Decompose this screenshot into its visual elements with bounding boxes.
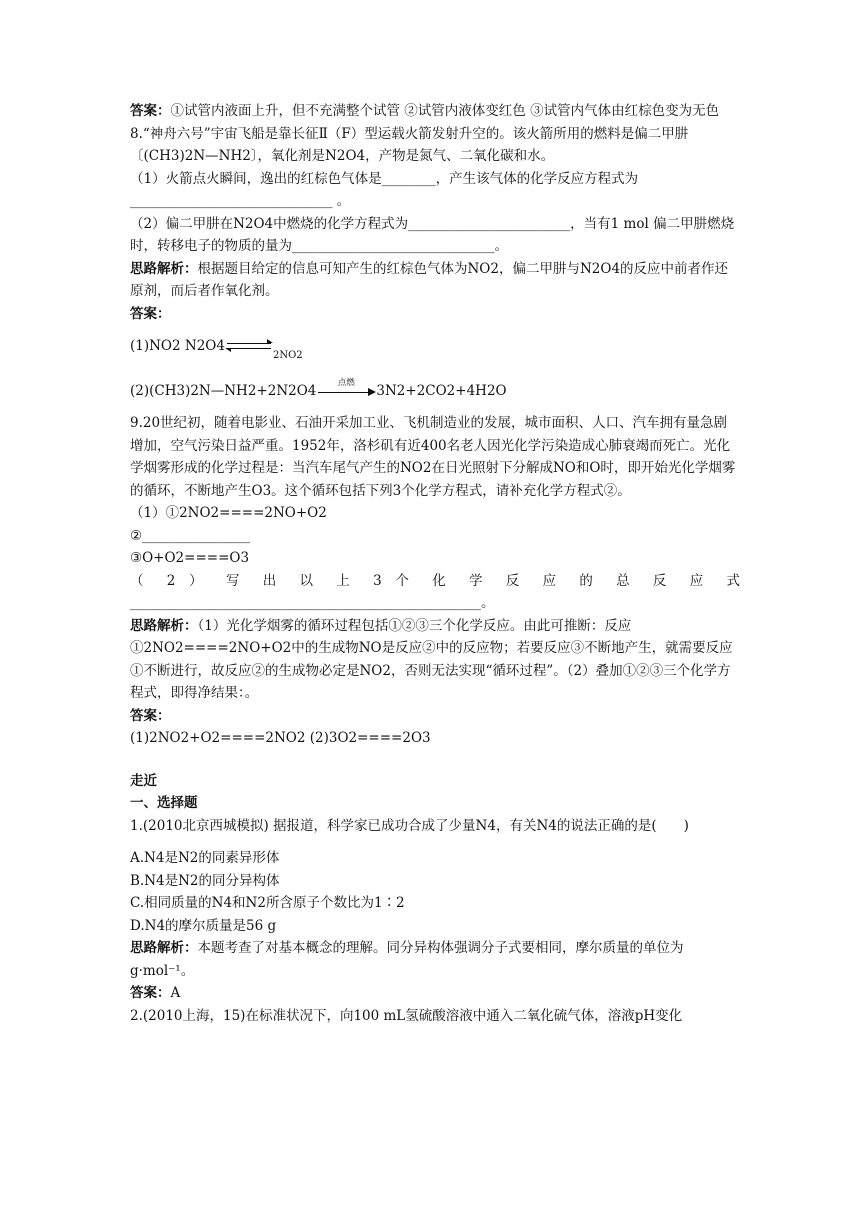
- q8-part2: （2）偏二甲肼在N2O4中燃烧的化学方程式为________________________，当有1 mol 偏二甲肼燃烧时，转移电子的物质的量为______________________________。: [130, 215, 735, 254]
- analysis-label: 思路解析：: [130, 260, 198, 277]
- spacer: [130, 360, 740, 380]
- ans2-left: (2)(CH3)2N—NH2+2N2O4: [130, 382, 317, 399]
- reaction-arrow-icon: [316, 378, 376, 400]
- answer-text: ①试管内液面上升，但不充满整个试管 ②试管内液体变红色 ③试管内气体由红棕色变为无色: [170, 103, 720, 119]
- analysis-text: 本题考查了对基本概念的理解。同分异构体强调分子式要相同，摩尔质量的单位为g·mol⁻¹。: [130, 940, 684, 979]
- q8-part1: （1）火箭点火瞬间，逸出的红棕色气体是________，产生该气体的化学反应方程式为______________________________ 。: [130, 170, 639, 209]
- q9-answer-label: 答案：: [130, 707, 171, 724]
- answer-label: 答案：: [130, 985, 171, 1001]
- mc1-option-c: C.相同质量的N4和N2所含原子个数比为1∶2: [130, 895, 405, 911]
- spacer: [130, 402, 740, 412]
- answer-label: 答案：: [130, 103, 171, 119]
- q9-answer: (1)2NO2+O2====2NO2 (2)3O2====2O3: [130, 730, 431, 746]
- mc1-option-a: A.N4是N2的同素异形体: [130, 850, 280, 866]
- q8-analysis: [130, 258, 740, 303]
- q9-part2: （ 2 ） 写 出 以 上 3 个 化 学 反 应 的 总 反 应 式: [130, 572, 740, 589]
- q8-answer-label: 答案：: [130, 305, 171, 322]
- analysis-label: 思路解析：: [130, 617, 198, 634]
- ans1-product: 2NO2: [272, 350, 303, 361]
- q7-answer: [130, 100, 740, 123]
- mc1-analysis: [130, 937, 740, 982]
- q8-stem: 8.“神舟六号”宇宙飞船是靠长征Ⅱ（F）型运载火箭发射升空的。该火箭所用的燃料是偏二甲肼〔(CH3)2N—NH2〕，氧化剂是N2O4，产物是氮气、二氧化碳和水。: [130, 125, 689, 164]
- document-page: [130, 100, 740, 1027]
- mc1-option-b: B.N4是N2的同分异构体: [130, 872, 280, 889]
- section-subtitle: 一、选择题: [130, 795, 198, 811]
- q9-eq2: ②________________: [130, 527, 251, 544]
- analysis-text: 根据题目给定的信息可知产生的红棕色气体为NO2，偏二甲肼与N2O4的反应中前者作还原剂，而后者作氧化剂。: [130, 260, 729, 299]
- mc1-answer: [130, 982, 740, 1005]
- q9-eq1: （1）①2NO2====2NO+O2: [130, 505, 327, 521]
- ans1-prefix: (1)NO2 N2O4: [130, 338, 225, 354]
- spacer: [130, 325, 740, 335]
- analysis-text: （1）光化学烟雾的循环过程包括①②③三个化学反应。由此可推断：反应①2NO2====2NO+O2中的生成物NO是反应②中的反应物；若要反应③不断地产生，就需要反应①不断进行，故反应②的生成物必定是NO2，否则无法实现“循环过程”。（2）叠加①②③三个化学方程式，即得净结果：。: [130, 617, 733, 701]
- q8-answer-2: [130, 380, 740, 403]
- q9-eq3: ③O+O2====O3: [130, 550, 250, 566]
- mc1-stem: 1.(2010北京西城模拟) 据报道，科学家已成功合成了少量N4，有关N4的说法正确的是( ): [130, 817, 689, 834]
- spacer: [130, 750, 740, 770]
- q9-analysis: [130, 615, 740, 705]
- section-title: 走近: [130, 772, 157, 789]
- mc2-stem: 2.(2010上海，15)在标准状况下，向100 mL氢硫酸溶液中通入二氧化硫气体，溶液pH变化: [130, 1007, 683, 1024]
- spacer: [130, 837, 740, 847]
- mc1-option-d: D.N4的摩尔质量是56 g: [130, 917, 277, 934]
- q8-answer-1: [130, 335, 740, 360]
- ans2-right: 3N2+2CO2+4H2O: [376, 382, 507, 399]
- q9-part2-blank: ____________________________________________________。: [130, 595, 495, 611]
- arrow-condition: 点燃: [337, 378, 355, 388]
- reversible-arrow-icon: [227, 340, 273, 354]
- answer-text: A: [170, 985, 181, 1001]
- q9-stem: 9.20世纪初，随着电影业、石油开采加工业、飞机制造业的发展，城市面积、人口、汽车拥有量急剧增加，空气污染日益严重。1952年，洛杉矶有近400名老人因光化学污染造成心肺衰竭而死亡。光化学烟雾形成的化学过程是：当汽车尾气产生的NO2在日光照射下分解成NO和O时，即开始光化学烟雾的循环，不断地产生O3。这个循环包括下列3个化学方程式，请补充化学方程式②。: [130, 415, 736, 499]
- analysis-label: 思路解析：: [130, 940, 198, 956]
